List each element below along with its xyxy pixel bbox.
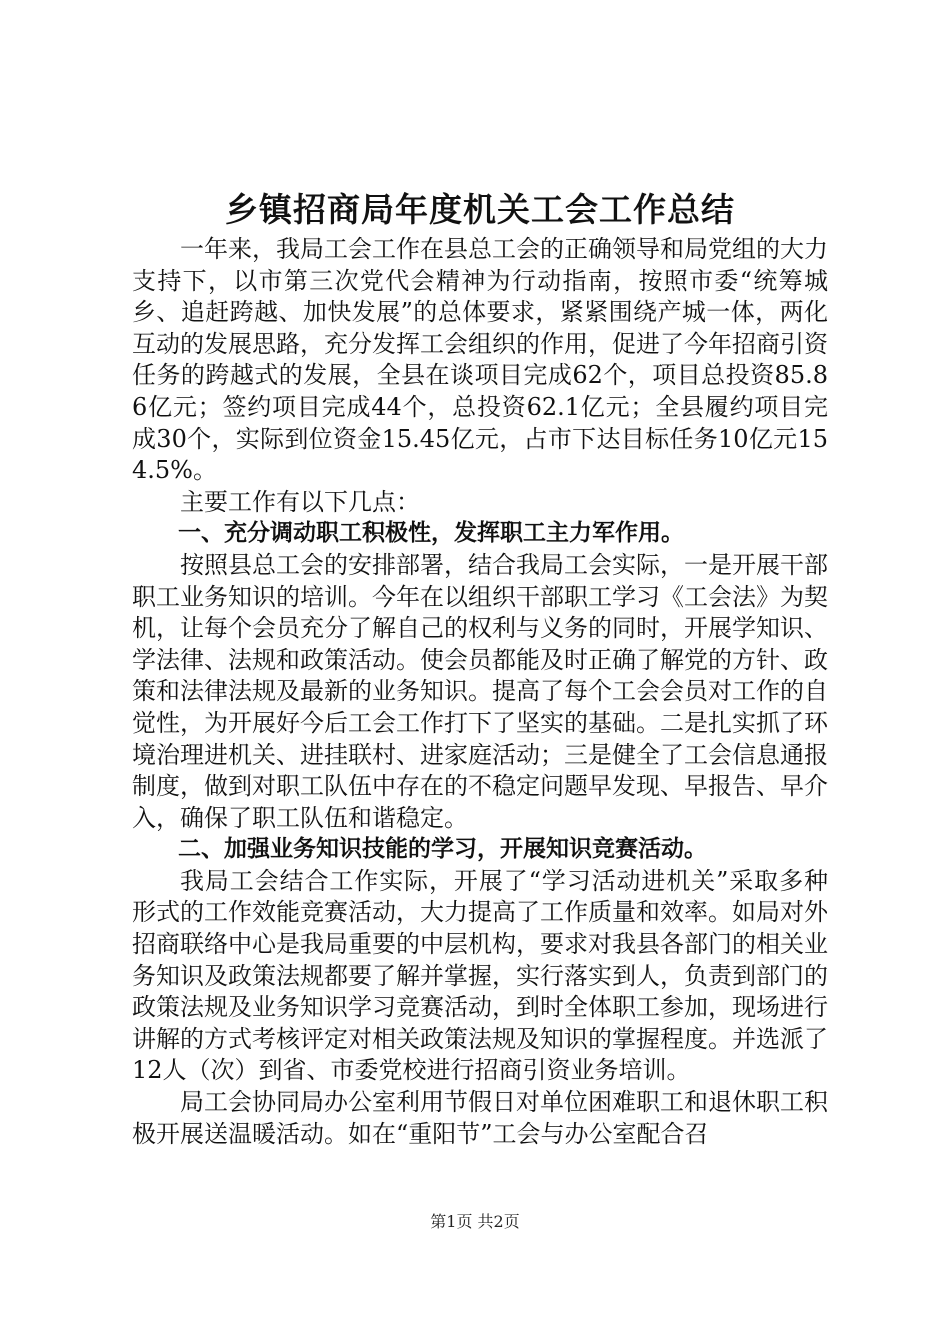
section-heading: 二、加强业务知识技能的学习，开展知识竞赛活动。 <box>178 836 707 863</box>
section-heading: 一、充分调动职工积极性，发挥职工主力军作用。 <box>178 520 684 547</box>
document-title: 乡镇招商局年度机关工会工作总结 <box>225 190 735 229</box>
body-paragraph: 一年来，我局工会工作在县总工会的正确领导和局党组的大力支持下，以市第三次党代会精神为行动指南，按照市委“统筹城乡、追赶跨越、加快发展”的总体要求，紧紧围绕产城一体，两化互动的发展思路，充分发挥工会组织的作用，促进了今年招商引资任务的跨越式的发展，全县在谈项目完成62个，项目总投资85.86亿元；签约项目完成44个，总投资62.1亿元；全县履约项目完成30个，实际到位资金15.45亿元，占市下达目标任务10亿元154.5%。 <box>132 235 828 485</box>
body-paragraph: 局工会协同局办公室利用节假日对单位困难职工和退休职工积极开展送温暖活动。如在“重阳节”工会与办公室配合召 <box>132 1088 828 1148</box>
page-footer: 第1页 共2页 <box>430 1212 520 1231</box>
body-paragraph: 我局工会结合工作实际，开展了“学习活动进机关”采取多种形式的工作效能竞赛活动，大力提高了工作质量和效率。如局对外招商联络中心是我局重要的中层机构，要求对我县各部门的相关业务知识及政策法规都要了解并掌握，实行落实到人，负责到部门的政策法规及业务知识学习竞赛活动，到时全体职工参加，现场进行讲解的方式考核评定对相关政策法规及知识的掌握程度。并选派了12人（次）到省、市委党校进行招商引资业务培训。 <box>132 866 828 1085</box>
body-paragraph: 主要工作有以下几点： <box>180 487 420 516</box>
document-page <box>132 186 828 1150</box>
body-paragraph: 按照县总工会的安排部署，结合我局工会实际，一是开展干部职工业务知识的培训。今年在以组织干部职工学习《工会法》为契机，让每个会员充分了解自己的权利与义务的同时，开展学知识、学法律、法规和政策活动。使会员都能及时正确了解党的方针、政策和法律法规及最新的业务知识。提高了每个工会会员对工作的自觉性，为开展好今后工会工作打下了坚实的基础。二是扎实抓了环境治理进机关、进挂联村、进家庭活动；三是健全了工会信息通报制度，做到对职工队伍中存在的不稳定问题早发现、早报告、早介入，确保了职工队伍和谐稳定。 <box>132 550 828 832</box>
